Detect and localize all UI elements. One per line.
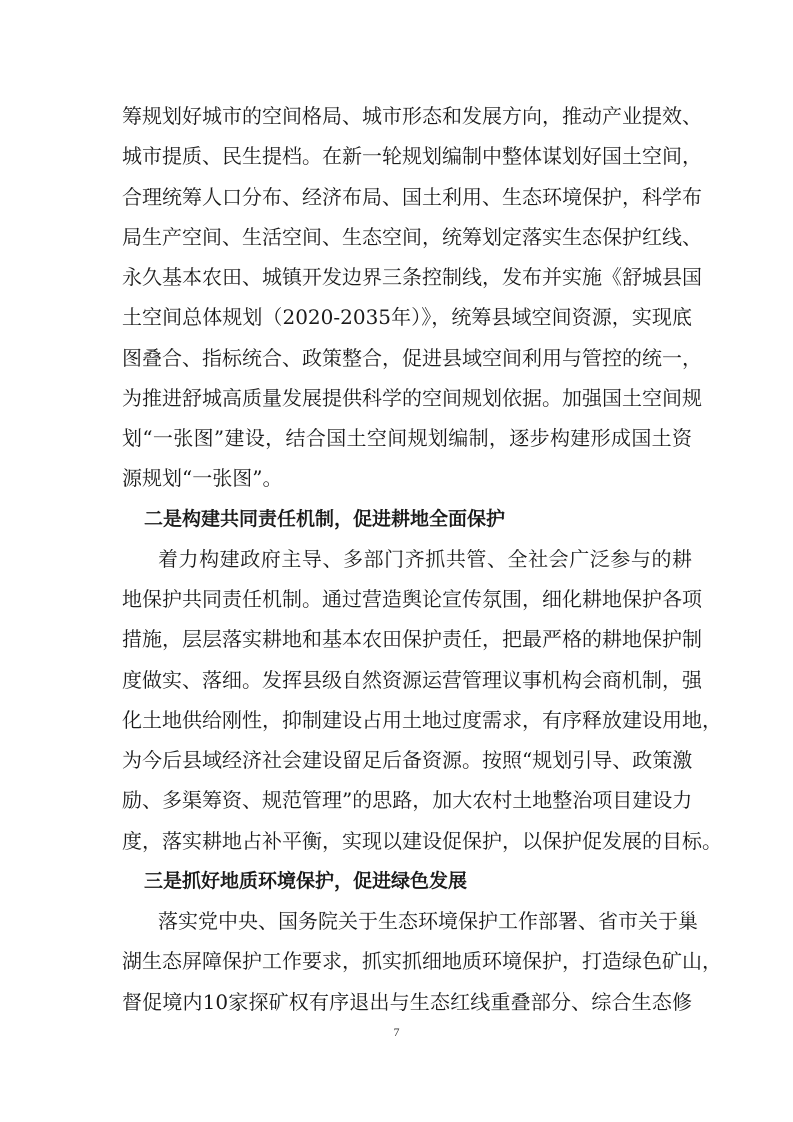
document-body: [122, 96, 722, 1022]
paragraph-farmland: [122, 539, 722, 861]
text-line: 措施，层层落实耕地和基本农田保护责任，把最严格的耕地保护制: [122, 627, 702, 652]
text-line: 城市提质、民生提档。在新一轮规划编制中整体谋划好国土空间，: [122, 144, 702, 169]
text-line: 度做实、落细。发挥县级自然资源运营管理议事机构会商机制，强: [122, 667, 702, 692]
text-line: 地保护共同责任机制。通过营造舆论宣传氛围，细化耕地保护各项: [122, 587, 702, 611]
text-line: 土空间总体规划（2020-2035年）》，统筹县域空间资源，实现底: [122, 305, 692, 330]
paragraph-planning: [122, 96, 702, 499]
text-line: 图叠合、指标统合、政策整合，促进县域空间利用与管控的统一，: [122, 345, 702, 370]
text-line: 为推进舒城高质量发展提供科学的空间规划依据。加强国土空间规: [122, 385, 702, 410]
text-line: 湖生态屏障保护工作要求，抓实抓细地质环境保护，打造绿色矿山，: [122, 949, 722, 974]
text-line: 源规划“一张图”。: [122, 466, 283, 491]
section-heading-geology: 三是抓好地质环境保护，促进绿色发展: [144, 869, 468, 892]
page-number: 7: [393, 1025, 400, 1039]
text-line: 永久基本农田、城镇开发边界三条控制线，发布并实施《舒城县国: [122, 265, 702, 289]
text-line: 筹规划好城市的空间格局、城市形态和发展方向，推动产业提效、: [122, 104, 702, 128]
paragraph-geology: [122, 901, 722, 1022]
text-line: 化土地供给刚性，抑制建设占用土地过度需求，有序释放建设用地，: [122, 707, 722, 732]
text-line: 合理统筹人口分布、经济布局、国土利用、生态环境保护，科学布: [122, 184, 702, 209]
text-line: 为今后县域经济社会建设留足后备资源。按照“规划引导、政策激: [122, 748, 693, 772]
text-line: 着力构建政府主导、多部门齐抓共管、全社会广泛参与的耕: [158, 546, 692, 571]
text-line: 落实党中央、国务院关于生态环境保护工作部署、省市关于巢: [158, 909, 698, 933]
section-heading-farmland: 二是构建共同责任机制，促进耕地全面保护: [144, 507, 506, 530]
text-line: 局生产空间、生活空间、生态空间，统筹划定落实生态保护红线、: [122, 224, 702, 249]
text-line: 督促境内10家探矿权有序退出与生态红线重叠部分、综合生态修: [122, 989, 692, 1014]
text-line: 划“一张图”建设，结合国土空间规划编制，逐步构建形成国土资: [122, 426, 692, 450]
text-line: 励、多渠筹资、规范管理”的思路，加大农村土地整治项目建设力: [122, 788, 693, 813]
text-line: 度，落实耕地占补平衡，实现以建设促保护，以保护促发展的目标。: [122, 828, 722, 853]
